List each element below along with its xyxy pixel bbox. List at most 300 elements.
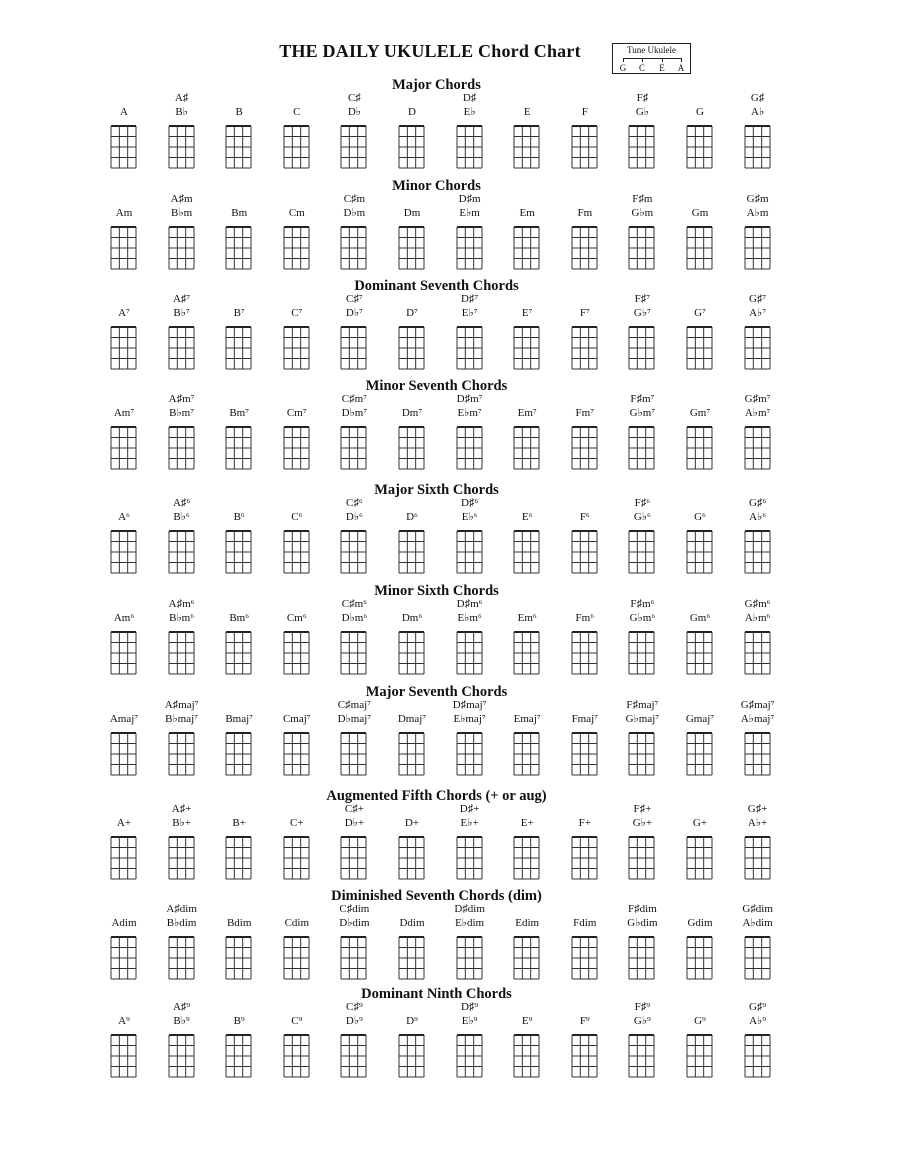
chord-diagram-card bbox=[442, 1001, 498, 1101]
fretboard-grid bbox=[557, 421, 613, 473]
fretboard-grid bbox=[269, 626, 325, 678]
chord-name: B bbox=[235, 106, 243, 118]
chord-diagram-card bbox=[614, 598, 670, 698]
chord-alt-name: G♯m⁷ bbox=[744, 393, 771, 405]
chord-alt-name: G♯dim bbox=[742, 903, 773, 915]
fretboard-grid bbox=[384, 727, 440, 779]
chord-name: A♭m⁷ bbox=[744, 407, 771, 419]
fretboard-grid bbox=[730, 525, 786, 577]
chord-diagram-card bbox=[269, 497, 325, 597]
fretboard-grid bbox=[326, 221, 382, 273]
chord-name: F⁹ bbox=[579, 1015, 590, 1027]
chord-diagram-card bbox=[96, 1001, 152, 1101]
chord-name: D⁶ bbox=[406, 511, 418, 523]
chord-diagram-card bbox=[269, 92, 325, 192]
chord-alt-name: F♯+ bbox=[633, 803, 652, 815]
section-title: Dominant Seventh Chords bbox=[354, 278, 519, 294]
fretboard-grid bbox=[614, 727, 670, 779]
chord-diagram-card bbox=[211, 92, 267, 192]
chord-diagram-card bbox=[269, 598, 325, 698]
chord-diagram-card bbox=[154, 1001, 210, 1101]
fretboard-grid bbox=[672, 120, 728, 172]
fretboard-grid bbox=[211, 321, 267, 373]
section-title: Diminished Seventh Chords (dim) bbox=[331, 888, 542, 904]
chord-diagram-card bbox=[442, 497, 498, 597]
fretboard-grid bbox=[614, 626, 670, 678]
chord-diagram-card bbox=[499, 598, 555, 698]
chord-name: D⁹ bbox=[406, 1015, 418, 1027]
chord-name: D♭m⁷ bbox=[341, 407, 368, 419]
fretboard-grid bbox=[384, 321, 440, 373]
chord-alt-name: C♯maj⁷ bbox=[337, 699, 371, 711]
chord-name: A⁹ bbox=[118, 1015, 130, 1027]
chord-name: Fm bbox=[577, 207, 593, 219]
tuning-box bbox=[612, 43, 691, 74]
fretboard-grid bbox=[730, 1029, 786, 1081]
chord-alt-name: G♯⁶ bbox=[748, 497, 767, 509]
chord-name: G♭m bbox=[631, 207, 654, 219]
tuning-tick bbox=[642, 58, 643, 62]
section-title: Dominant Ninth Chords bbox=[361, 986, 512, 1002]
fretboard-grid bbox=[326, 831, 382, 883]
chord-diagram-card bbox=[499, 393, 555, 493]
chord-name: E♭m⁷ bbox=[457, 407, 482, 419]
fretboard-grid bbox=[557, 321, 613, 373]
chord-alt-name: D♯m⁶ bbox=[456, 598, 483, 610]
chord-name: Gmaj⁷ bbox=[685, 713, 715, 725]
tuning-tick bbox=[662, 58, 663, 62]
chord-diagram-card bbox=[211, 1001, 267, 1101]
chord-name: E♭⁷ bbox=[461, 307, 478, 319]
fretboard-grid bbox=[154, 727, 210, 779]
chord-name: Fm⁶ bbox=[575, 612, 595, 624]
fretboard-grid bbox=[211, 120, 267, 172]
fretboard-grid bbox=[730, 931, 786, 983]
fretboard-grid bbox=[154, 931, 210, 983]
fretboard-grid bbox=[154, 626, 210, 678]
chord-name: E bbox=[523, 106, 531, 118]
chord-name: D♭+ bbox=[344, 817, 365, 829]
chord-name: E⁷ bbox=[521, 307, 533, 319]
chord-alt-name: A♯⁶ bbox=[172, 497, 191, 509]
chord-name: Cm⁷ bbox=[286, 407, 307, 419]
chord-name: D+ bbox=[404, 817, 420, 829]
chord-name: Amaj⁷ bbox=[109, 713, 139, 725]
fretboard-grid bbox=[557, 626, 613, 678]
chord-name: C⁶ bbox=[291, 511, 303, 523]
chord-diagram-card bbox=[269, 1001, 325, 1101]
chord-name: B♭⁹ bbox=[173, 1015, 190, 1027]
fretboard-grid bbox=[211, 421, 267, 473]
fretboard-grid bbox=[442, 727, 498, 779]
fretboard-grid bbox=[269, 221, 325, 273]
chord-alt-name: C♯⁷ bbox=[346, 293, 363, 305]
chord-diagram-card bbox=[154, 92, 210, 192]
fretboard-grid bbox=[442, 831, 498, 883]
chord-diagram-card bbox=[96, 92, 152, 192]
chord-diagram-card bbox=[730, 393, 786, 493]
chord-name: Em⁷ bbox=[517, 407, 537, 419]
chord-name: E♭⁶ bbox=[461, 511, 478, 523]
chord-name: B♭m⁶ bbox=[169, 612, 195, 624]
chord-diagram-card bbox=[557, 598, 613, 698]
chord-name: D bbox=[408, 106, 416, 118]
fretboard-grid bbox=[499, 831, 555, 883]
chord-alt-name: G♯m⁶ bbox=[744, 598, 771, 610]
chord-diagram-card bbox=[672, 1001, 728, 1101]
chord-diagram-card bbox=[384, 1001, 440, 1101]
fretboard-grid bbox=[672, 931, 728, 983]
chord-alt-name: A♯m bbox=[170, 193, 193, 205]
fretboard-grid bbox=[672, 831, 728, 883]
chord-name: A♭dim bbox=[742, 917, 773, 929]
chord-diagram-card bbox=[614, 497, 670, 597]
fretboard-grid bbox=[384, 120, 440, 172]
chord-diagram-card bbox=[730, 92, 786, 192]
chord-alt-name: A♯+ bbox=[171, 803, 192, 815]
chord-diagram-card bbox=[211, 393, 267, 493]
chord-name: Em⁶ bbox=[517, 612, 537, 624]
fretboard-grid bbox=[211, 1029, 267, 1081]
chord-diagram-card bbox=[614, 393, 670, 493]
chord-name: B+ bbox=[232, 817, 246, 829]
fretboard-grid bbox=[326, 931, 382, 983]
chord-alt-name: F♯⁹ bbox=[634, 1001, 651, 1013]
chord-diagram-card bbox=[326, 699, 382, 799]
chord-alt-name: G♯m bbox=[746, 193, 769, 205]
chord-name: Dm bbox=[403, 207, 421, 219]
chord-name: E♭maj⁷ bbox=[453, 713, 486, 725]
chord-name: D⁷ bbox=[406, 307, 418, 319]
fretboard-grid bbox=[730, 831, 786, 883]
fretboard-grid bbox=[154, 831, 210, 883]
fretboard-grid bbox=[499, 120, 555, 172]
chord-alt-name: F♯m⁶ bbox=[630, 598, 655, 610]
chord-alt-name: D♯⁹ bbox=[460, 1001, 479, 1013]
tuning-tick bbox=[681, 58, 682, 62]
chord-diagram-card bbox=[96, 393, 152, 493]
fretboard-grid bbox=[442, 626, 498, 678]
chord-alt-name: G♯maj⁷ bbox=[740, 699, 775, 711]
chord-diagram-card bbox=[730, 699, 786, 799]
fretboard-grid bbox=[442, 1029, 498, 1081]
chord-name: C bbox=[293, 106, 301, 118]
chord-name: G+ bbox=[692, 817, 708, 829]
chord-diagram-card bbox=[672, 598, 728, 698]
chord-alt-name: D♯dim bbox=[454, 903, 485, 915]
fretboard-grid bbox=[730, 321, 786, 373]
fretboard-grid bbox=[557, 931, 613, 983]
chord-alt-name: D♯⁷ bbox=[460, 293, 479, 305]
section-title: Major Sixth Chords bbox=[374, 482, 499, 498]
chord-name: A♭⁹ bbox=[749, 1015, 767, 1027]
chord-diagram-card bbox=[326, 497, 382, 597]
fretboard-grid bbox=[730, 421, 786, 473]
fretboard-grid bbox=[499, 221, 555, 273]
chord-alt-name: C♯m bbox=[343, 193, 366, 205]
chord-name: Fdim bbox=[573, 917, 597, 929]
chord-alt-name: D♯m bbox=[458, 193, 481, 205]
chord-name: Bmaj⁷ bbox=[225, 713, 254, 725]
chord-diagram-card bbox=[154, 497, 210, 597]
chord-name: G♭dim bbox=[627, 917, 658, 929]
chord-name: B♭⁷ bbox=[173, 307, 190, 319]
chord-diagram-card bbox=[211, 497, 267, 597]
chord-name: A⁶ bbox=[118, 511, 130, 523]
chord-alt-name: A♯maj⁷ bbox=[164, 699, 199, 711]
fretboard-grid bbox=[96, 1029, 152, 1081]
chord-name: Edim bbox=[515, 917, 540, 929]
chord-name: A♭maj⁷ bbox=[740, 713, 775, 725]
chord-alt-name: A♯m⁷ bbox=[168, 393, 195, 405]
page-title: THE DAILY UKULELE Chord Chart bbox=[279, 41, 581, 61]
fretboard-grid bbox=[211, 727, 267, 779]
chord-alt-name: C♯⁹ bbox=[346, 1001, 363, 1013]
chord-diagram-card bbox=[384, 598, 440, 698]
chord-name: G bbox=[696, 106, 704, 118]
fretboard-grid bbox=[614, 221, 670, 273]
chord-name: E♭m⁶ bbox=[457, 612, 482, 624]
fretboard-grid bbox=[384, 931, 440, 983]
chord-name: C⁹ bbox=[291, 1015, 303, 1027]
chord-diagram-card bbox=[326, 393, 382, 493]
chord-name: D♭⁹ bbox=[345, 1015, 363, 1027]
fretboard-grid bbox=[269, 120, 325, 172]
fretboard-grid bbox=[442, 221, 498, 273]
chord-diagram-card bbox=[672, 393, 728, 493]
fretboard-grid bbox=[154, 321, 210, 373]
fretboard-grid bbox=[384, 525, 440, 577]
chord-name: A♭ bbox=[751, 106, 765, 118]
fretboard-grid bbox=[384, 421, 440, 473]
chord-name: B♭dim bbox=[166, 917, 197, 929]
chord-diagram-card bbox=[384, 497, 440, 597]
chord-diagram-card bbox=[154, 598, 210, 698]
chord-alt-name: A♯m⁶ bbox=[168, 598, 195, 610]
chord-diagram-card bbox=[614, 1001, 670, 1101]
chord-name: Bm bbox=[231, 207, 248, 219]
chord-alt-name: A♯dim bbox=[166, 903, 197, 915]
tuning-note-a: A bbox=[677, 63, 685, 73]
chord-alt-name: F♯⁷ bbox=[634, 293, 651, 305]
chord-name: F bbox=[581, 106, 588, 118]
fretboard-grid bbox=[442, 321, 498, 373]
chord-name: Am⁷ bbox=[113, 407, 135, 419]
chord-name: F+ bbox=[578, 817, 591, 829]
chord-name: E⁹ bbox=[521, 1015, 533, 1027]
chord-alt-name: C♯m⁷ bbox=[341, 393, 367, 405]
chord-name: D♭m⁶ bbox=[341, 612, 368, 624]
fretboard-grid bbox=[326, 120, 382, 172]
chord-alt-name: D♯ bbox=[462, 92, 477, 104]
fretboard-grid bbox=[499, 321, 555, 373]
tuning-note-e: E bbox=[659, 63, 665, 73]
chord-alt-name: D♯+ bbox=[459, 803, 480, 815]
chord-name: Dmaj⁷ bbox=[397, 713, 427, 725]
fretboard-grid bbox=[614, 321, 670, 373]
chord-name: A♭m bbox=[746, 207, 769, 219]
chord-alt-name: D♯maj⁷ bbox=[452, 699, 487, 711]
chord-name: B♭ bbox=[175, 106, 188, 118]
fretboard-grid bbox=[384, 1029, 440, 1081]
chord-name: Am⁶ bbox=[113, 612, 135, 624]
fretboard-grid bbox=[730, 727, 786, 779]
chord-name: E♭ bbox=[463, 106, 476, 118]
fretboard-grid bbox=[614, 421, 670, 473]
chord-alt-name: F♯m bbox=[632, 193, 653, 205]
chord-name: G⁹ bbox=[694, 1015, 706, 1027]
fretboard-grid bbox=[672, 727, 728, 779]
tuning-note-c: C bbox=[638, 63, 645, 73]
chord-name: E♭dim bbox=[455, 917, 485, 929]
fretboard-grid bbox=[730, 221, 786, 273]
fretboard-grid bbox=[326, 626, 382, 678]
chord-name: Dm⁶ bbox=[401, 612, 423, 624]
chord-diagram-card bbox=[557, 393, 613, 493]
chord-alt-name: C♯dim bbox=[339, 903, 370, 915]
fretboard-grid bbox=[269, 931, 325, 983]
chord-alt-name: G♯+ bbox=[747, 803, 768, 815]
tuning-title: Tune Ukulele bbox=[627, 45, 676, 55]
fretboard-grid bbox=[211, 931, 267, 983]
fretboard-grid bbox=[154, 1029, 210, 1081]
fretboard-grid bbox=[96, 421, 152, 473]
fretboard-grid bbox=[672, 525, 728, 577]
chord-diagram-card bbox=[730, 497, 786, 597]
section-title: Major Chords bbox=[392, 77, 481, 93]
chord-name: G♭m⁷ bbox=[629, 407, 656, 419]
section-title: Minor Chords bbox=[392, 178, 481, 194]
fretboard-grid bbox=[269, 727, 325, 779]
chord-diagram-card bbox=[614, 699, 670, 799]
fretboard-grid bbox=[499, 931, 555, 983]
chord-name: E♭⁹ bbox=[461, 1015, 478, 1027]
chord-diagram-card bbox=[211, 598, 267, 698]
fretboard-grid bbox=[154, 221, 210, 273]
chord-name: Gm⁷ bbox=[689, 407, 711, 419]
fretboard-grid bbox=[211, 221, 267, 273]
chord-diagram-card bbox=[499, 1001, 555, 1101]
chord-name: Bm⁷ bbox=[229, 407, 250, 419]
chord-diagram-card bbox=[557, 1001, 613, 1101]
chord-diagram-card bbox=[730, 598, 786, 698]
chord-name: D♭m bbox=[343, 207, 366, 219]
chord-diagram-card bbox=[154, 699, 210, 799]
chord-alt-name: C♯ bbox=[347, 92, 361, 104]
fretboard-grid bbox=[211, 626, 267, 678]
fretboard-grid bbox=[384, 221, 440, 273]
chord-name: Bdim bbox=[226, 917, 252, 929]
fretboard-grid bbox=[269, 525, 325, 577]
chord-alt-name: C♯⁶ bbox=[346, 497, 363, 509]
fretboard-grid bbox=[499, 421, 555, 473]
chord-alt-name: C♯m⁶ bbox=[341, 598, 367, 610]
chord-name: D♭ bbox=[347, 106, 361, 118]
chord-name: Dm⁷ bbox=[401, 407, 423, 419]
chord-name: Gm bbox=[691, 207, 709, 219]
chord-alt-name: F♯ bbox=[636, 92, 649, 104]
chord-diagram-card bbox=[384, 393, 440, 493]
fretboard-grid bbox=[269, 421, 325, 473]
fretboard-grid bbox=[96, 120, 152, 172]
chord-name: Gdim bbox=[687, 917, 713, 929]
chord-alt-name: C♯+ bbox=[344, 803, 364, 815]
chord-diagram-card bbox=[614, 92, 670, 192]
chord-name: A+ bbox=[116, 817, 132, 829]
chord-diagram-card bbox=[269, 393, 325, 493]
chord-name: G♭+ bbox=[632, 817, 653, 829]
fretboard-grid bbox=[96, 831, 152, 883]
fretboard-grid bbox=[672, 1029, 728, 1081]
chord-name: D♭maj⁷ bbox=[337, 713, 372, 725]
chord-name: E+ bbox=[520, 817, 534, 829]
chord-name: B⁶ bbox=[233, 511, 245, 523]
fretboard-grid bbox=[557, 727, 613, 779]
tuning-bracket bbox=[623, 58, 682, 63]
chord-name: C⁷ bbox=[291, 307, 303, 319]
chord-alt-name: D♯m⁷ bbox=[456, 393, 483, 405]
chord-name: A⁷ bbox=[118, 307, 130, 319]
chord-name: B⁹ bbox=[233, 1015, 245, 1027]
chord-name: Em bbox=[519, 207, 535, 219]
chord-name: E♭+ bbox=[460, 817, 479, 829]
fretboard-grid bbox=[96, 321, 152, 373]
fretboard-grid bbox=[557, 525, 613, 577]
chord-name: Cmaj⁷ bbox=[282, 713, 311, 725]
fretboard-grid bbox=[442, 525, 498, 577]
chord-diagram-card bbox=[672, 92, 728, 192]
fretboard-grid bbox=[557, 1029, 613, 1081]
chord-name: Cdim bbox=[284, 917, 310, 929]
fretboard-grid bbox=[269, 321, 325, 373]
fretboard-grid bbox=[557, 120, 613, 172]
chord-name: G⁶ bbox=[694, 511, 706, 523]
chord-name: E♭m bbox=[459, 207, 480, 219]
fretboard-grid bbox=[96, 626, 152, 678]
fretboard-grid bbox=[442, 931, 498, 983]
section-title: Minor Seventh Chords bbox=[365, 378, 508, 394]
fretboard-grid bbox=[96, 931, 152, 983]
chord-diagram-card bbox=[384, 92, 440, 192]
chord-name: B♭m⁷ bbox=[169, 407, 195, 419]
chord-alt-name: F♯dim bbox=[628, 903, 657, 915]
chord-name: D♭⁶ bbox=[345, 511, 363, 523]
chord-name: A♭m⁶ bbox=[744, 612, 771, 624]
chord-name: B♭+ bbox=[172, 817, 191, 829]
fretboard-grid bbox=[499, 1029, 555, 1081]
fretboard-grid bbox=[442, 120, 498, 172]
fretboard-grid bbox=[614, 931, 670, 983]
fretboard-grid bbox=[672, 221, 728, 273]
fretboard-grid bbox=[269, 831, 325, 883]
chord-name: Cm bbox=[288, 207, 305, 219]
chord-alt-name: F♯maj⁷ bbox=[626, 699, 659, 711]
chord-diagram-card bbox=[326, 1001, 382, 1101]
chord-name: A bbox=[120, 106, 128, 118]
fretboard-grid bbox=[730, 120, 786, 172]
chord-alt-name: D♯⁶ bbox=[460, 497, 479, 509]
chord-name: Am bbox=[115, 207, 133, 219]
chord-name: G♭m⁶ bbox=[629, 612, 656, 624]
fretboard-grid bbox=[154, 525, 210, 577]
chord-diagram-card bbox=[384, 699, 440, 799]
chord-name: B♭m bbox=[171, 207, 193, 219]
chord-alt-name: A♯ bbox=[174, 92, 189, 104]
chord-diagram-card bbox=[96, 497, 152, 597]
section-title: Augmented Fifth Chords (+ or aug) bbox=[326, 788, 547, 804]
chord-alt-name: G♯ bbox=[750, 92, 765, 104]
chord-name: A♭⁷ bbox=[749, 307, 767, 319]
